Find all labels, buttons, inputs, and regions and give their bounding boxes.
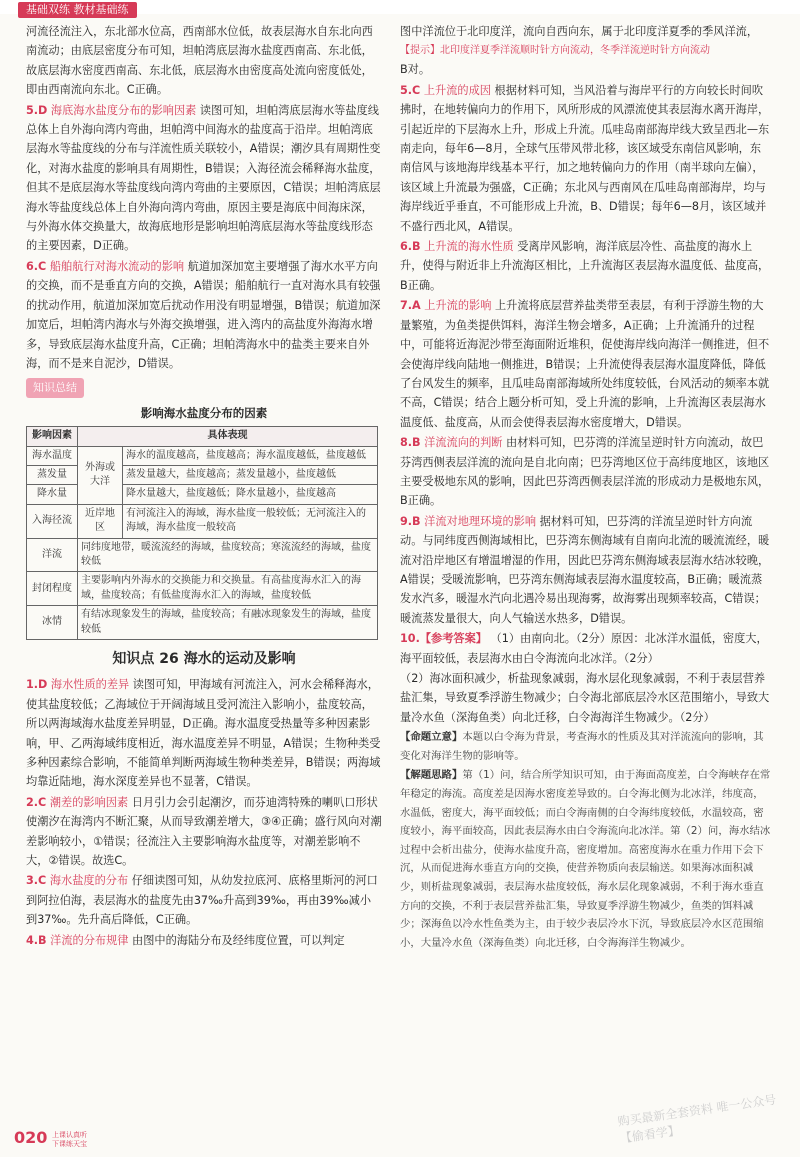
answer-2c — [26, 793, 382, 871]
intent-block — [400, 728, 772, 765]
answer-text: 由图中的海陆分布及经纬度位置，可以判定 — [132, 933, 345, 947]
answer-text: 仔细读图可知，从幼发拉底河、底格里斯河的河口到阿拉伯海，表层海水的盐度先由37‰升高到39‰，再由39‰减小到37‰。先升高后降低，C正确。 — [26, 874, 378, 927]
watermark-text: 购买最新全套资料 唯一公众号【偷看学】 — [616, 1092, 778, 1146]
table-cell-factor: 海水温度 — [27, 446, 78, 465]
answer-10 — [400, 629, 772, 668]
table-row — [27, 538, 378, 572]
answer-text: 受离岸风影响，海洋底层冷性、高盐度的海水上升，使得与附近非上升流海区相比，上升流海区表层海水温度低、盐度高，B正确。 — [400, 240, 770, 292]
table-header-factor: 影响因素 — [27, 427, 78, 446]
table-header-row — [27, 427, 378, 446]
answer-tag: 上升流的影响 — [424, 299, 492, 313]
analysis-block — [400, 766, 772, 952]
left-top-paragraph: 河流径流注入，东北部水位高，西南部水位低，故表层海水自东北向西南流动；由底层密度分布可知，坦帕湾底层海水盐度西南高、东北低，故底层海水密度西南高、东北低，底层海水由密度高处流向密度低处，即由西南流向东北。C正确。 — [26, 25, 373, 97]
right-column — [400, 22, 772, 953]
table-cell-factor: 降水量 — [27, 485, 78, 504]
answer-6b — [400, 237, 772, 295]
table-title: 影响海水盐度分布的因素 — [140, 405, 268, 420]
answer-number: 5.C — [400, 83, 421, 97]
answer-tag: 洋流流向的判断 — [424, 436, 503, 450]
answer-7a — [400, 296, 772, 432]
left-column — [26, 22, 382, 951]
answer-number: 1.D — [26, 678, 48, 692]
answer-number: 6.B — [400, 240, 421, 254]
answer-tag: 海底海水盐度分布的影响因素 — [50, 103, 197, 117]
salinity-factors-table — [26, 426, 378, 640]
table-cell-desc: 蒸发量越大，盐度越高；蒸发量越小，盐度越低 — [123, 465, 378, 484]
answer-text: 由材料可知，巴芬湾的洋流呈逆时针方向流动，故巴芬湾西侧表层洋流的流向是自北向南；巴芬湾地区位于高纬度地区，该地区主要受极地东风的影响，因此巴芬湾西侧表层洋流的形成动力是极地东风，B正确。 — [400, 436, 770, 508]
knowledge-point-title: 知识点 26 海水的运动及影响 — [112, 651, 296, 667]
intent-text: 本题以白令海为背景，考查海水的性质及其对洋流流向的影响，其变化对海洋生物的影响等。 — [400, 731, 764, 762]
page-number: 020 — [14, 1128, 48, 1147]
table-cell-sub: 近岸地区 — [78, 504, 123, 538]
answer-number: 3.C — [26, 874, 47, 888]
answer-5c — [400, 81, 772, 236]
table-cell-desc: 有结冰现象发生的海域，盐度较高；有融冰现象发生的海域，盐度较低 — [78, 606, 378, 640]
tip-note — [400, 42, 772, 59]
tip-label: 【提示】 — [400, 45, 440, 57]
table-cell-desc: 同纬度地带，暖流流经的海域，盐度较高；寒流流经的海域，盐度较低 — [78, 538, 378, 572]
answer-3c — [26, 871, 382, 929]
reference-answer-label: 【参考答案】 — [419, 632, 487, 646]
answer-number: 10. — [400, 632, 420, 646]
answer-tag: 潮差的影响因素 — [49, 795, 129, 809]
answer-number: 2.C — [26, 795, 47, 809]
answer-number: 6.C — [26, 259, 47, 273]
table-header-desc: 具体表现 — [78, 427, 378, 446]
answer-number: 8.B — [400, 436, 421, 450]
answer-text: 上升流将底层营养盐类带至表层，有利于浮游生物的大量繁殖，为鱼类提供饵料，海洋生物会增多，A正确；上升流涌升的过程中，可能将近海泥沙带至海面附近堆积，促使海岸线向海洋一侧推进，但不会使海岸线向陆地一侧推进，B错误；上升流使得表层海水温度降低，降低了台风发生的频率，且瓜哇岛南部海域所处纬度较低，台风活动的频率本就不高，C错误；结合上题分析可知，受上升流的影响，上升流海区表层海水温度低、盐度高，从而会使得表层海水密度增大，D错误。 — [400, 299, 770, 429]
table-cell-desc: 主要影响内外海水的交换能力和交换量。有高盐度海水汇入的海域，盐度较高；有低盐度海水汇入的海域，盐度较低 — [78, 572, 378, 606]
section-header-tag: 基础双练 教材基础练 — [18, 2, 137, 18]
answer-text: 日月引力会引起潮汐，而芬迪湾特殊的喇叭口形状使潮汐在海湾内不断汇聚，从而导致潮差增大，③④正确；盛行风向对潮差影响较小，①错误；径流注入主要影响海水盐度等，对潮差影响不大，②错误。故选C。 — [26, 795, 382, 868]
table-cell-factor: 入海径流 — [27, 504, 78, 538]
answer-1d — [26, 675, 382, 791]
table-cell-desc: 有河流注入的海域，海水盐度一般较低；无河流注入的海域，海水盐度一般较高 — [123, 504, 378, 538]
answer-number: 7.A — [400, 299, 421, 313]
answer-text: 读图可知，甲海域有河流注入，河水会稀释海水，使其盐度较低；乙海域位于开阔海域且受河流注入影响小，盐度较高，所以两海域海水盐度差异明显，D正确。海水温度受热量等多种因素影响，甲、乙两海域纬度相近，海水温度差异不明显，A错误；生物种类受多种因素综合影响，不能简单判断两海域生物种类差异，B错误；两海域均靠近陆地，海水深度差异也不显著，C错误。 — [26, 678, 381, 789]
answer-text: 根据材料可知，当风沿着与海岸平行的方向较长时间吹拂时，在地转偏向力的作用下，风所形成的风漂流使其表层海水离开海岸，引起近岸的下层海水上升，形成上升流。瓜哇岛南部海岸线大致呈西北—东南走向，每年6—8月，全球气压带风带北移，该区域受东南信风影响，东南信风与该地海岸线基本平行，加之地转偏向力的作用（南半球向左偏），该区域上升流最为强盛，C正确；东北风与西南风在瓜哇岛南部海岸，均与海岸线近乎垂直，不可能形成上升流，B、D错误；每年6—8月，该区域并不盛行西北风，A错误。 — [400, 83, 770, 233]
answer-6c — [26, 257, 382, 373]
table-row — [27, 446, 378, 465]
table-row — [27, 606, 378, 640]
answer-text: 航道加深加宽主要增强了海水水平方向的交换，而不是垂直方向的交换，A错误；船舶航行一直对海水具有较强的扰动作用，航道加深加宽后扰动作用没有明显增强，B错误；航道加深加宽后，坦帕湾内海水与外海交换增强，进入湾内的高盐度外海海水增多，导致底层海水盐度升高，C正确；坦帕湾海水中的盐类主要来自外海，而不是来自泥沙，D错误。 — [26, 259, 381, 370]
footer-slogan — [52, 1131, 87, 1149]
footer-line: 上课认真听 — [52, 1131, 87, 1139]
answer-tag: 海水性质的差异 — [50, 678, 130, 692]
answer-text: 读图可知，坦帕湾底层海水等盐度线总体上自外海向湾内弯曲，坦帕湾中间海水的盐度高于沿岸。坦帕湾底层海水等盐度线的分布与洋流性质关联较小，A错误；潮汐具有周期性变化，对海水盐度的影响具有周期性，B错误；入海径流会稀释海水盐度，但其不是底层海水等盐度线向湾内弯曲的主要原因，C错误；坦帕湾底层海水等盐度线总体上自外海向湾内弯曲，原因主要是海底中间海床深，与外海水体交换量大，故海底地形是影响坦帕湾底层海水等盐度线形态的主要因素，D正确。 — [26, 103, 381, 253]
table-cell-factor: 洋流 — [27, 538, 78, 572]
answer-text: （1）由南向北。（2分）原因：北冰洋水温低，密度大，海平面较低，表层海水由白令海流向北冰洋。（2分） — [400, 632, 768, 665]
table-cell-desc: 海水的温度越高，盐度越高；海水温度越低，盐度越低 — [123, 446, 378, 465]
footer-line: 下课练天宝 — [52, 1140, 87, 1148]
answer-text: 据材料可知，巴芬湾的洋流呈逆时针方向流动。与同纬度西侧海域相比，巴芬湾东侧海域有自南向北流的暖流流经，暖流对沿岸地区有增温增湿的作用，因此巴芬湾东侧海域表层海水结冰较晚，A错误；受暖流影响，巴芬湾东侧海域表层海水温度较高，B正确；暖流蒸发水汽多，暖湿水汽向北遇冷易出现海雾，故海雾出现频率较高，C错误；暖流蒸发量很大，向人气输送水热多，D错误。 — [400, 514, 770, 625]
table-cell-sub: 外海或大洋 — [78, 446, 123, 504]
answer-tag: 洋流的分布规律 — [50, 933, 129, 947]
answer-5d — [26, 101, 382, 256]
answer-number: 9.B — [400, 514, 421, 528]
table-row — [27, 504, 378, 538]
table-cell-desc: 降水量越大，盐度越低；降水量越小，盐度越高 — [123, 485, 378, 504]
summary-badge: 知识总结 — [26, 378, 84, 397]
right-top-paragraph: 图中洋流位于北印度洋，流向自西向东，属于北印度洋夏季的季风洋流， — [400, 25, 759, 38]
answer-tag: 上升流的海水性质 — [424, 240, 514, 254]
tip-end: B对。 — [400, 63, 431, 77]
analysis-text: 第（1）问，结合所学知识可知，由于海面高度差，白令海峡存在常年稳定的海流。高度差是因海水密度差导致的。白令海北侧为北冰洋，纬度高，水温低，密度大，海平面较低；而白令海南侧的白令海纬度较低，水温较高，密度较小，海平面较高，因此表层海水由白令海流向北冰洋。第（2）问，海水结冰过程中会析出盐分，使海水盐度升高，密度增加。高密度海水在重力作用下会下沉，从而促进海水垂直方向的交换，使营养物质向表层输送。如果海冰面积减少，则析盐现象减弱，表层海水盐度较低，海水层化现象减弱，不利于海水垂直方向的交换，不利于表层营养盐汇集，导致夏季浮游生物减少，鱼类的饵料减少；深海鱼以冷水性鱼类为主，由于较少表层冷水下沉，导致底层冷水区范围缩小，大量冷水鱼（深海鱼类）向北迁移，白令海海洋生物减少。 — [400, 769, 771, 949]
answer-tag: 洋流对地理环境的影响 — [424, 514, 537, 528]
analysis-label: 【解题思路】 — [400, 769, 463, 782]
tip-text: 北印度洋夏季洋流顺时针方向流动，冬季洋流逆时针方向流动 — [440, 45, 710, 57]
answer-tag: 船舶航行对海水流动的影响 — [49, 259, 185, 273]
answer-number: 4.B — [26, 933, 47, 947]
answer-tag: 海水盐度的分布 — [49, 874, 129, 888]
table-cell-factor: 蒸发量 — [27, 465, 78, 484]
table-cell-factor: 冰情 — [27, 606, 78, 640]
answer-9b — [400, 512, 772, 628]
table-cell-factor: 封闭程度 — [27, 572, 78, 606]
answer-number: 5.D — [26, 103, 48, 117]
intent-label: 【命题立意】 — [400, 731, 463, 744]
answer-tag: 上升流的成因 — [423, 83, 491, 97]
answer-10-part2: （2）海冰面积减少，析盐现象减弱，海水层化现象减弱，不利于表层营养盐汇集，导致夏季浮游生物减少；白令海北部底层冷水区范围缩小，导致大量冷水鱼（深海鱼类）向北迁移，白令海海洋生物减少。（2分） — [400, 672, 770, 724]
answer-8b — [400, 433, 772, 511]
answer-4b — [26, 931, 382, 950]
table-row — [27, 572, 378, 606]
